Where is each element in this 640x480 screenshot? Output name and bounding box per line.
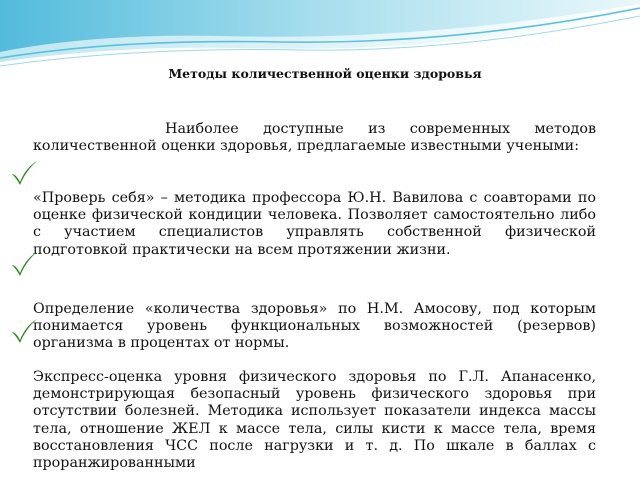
- method-apanasenko-paragraph: Экспресс-оценка уровня физического здоровья по Г.Л. Апанасенко, демонстрирующая безопасный уровень физического здоровья при отсутствии болезней. Методика использует показатели индекса массы тела, отношение ЖЕЛ к массе тела, силы кисти к массе тела, время восстановления ЧСС после нагрузки и т. д. По шкале в баллах с проранжированными: [33, 369, 596, 472]
- check-mark-icon: [10, 318, 38, 344]
- check-mark-icon: [10, 160, 38, 186]
- check-mark-icon: [10, 251, 38, 277]
- slide-title: Методы количественной оценки здоровья: [168, 66, 482, 81]
- method-amosov-paragraph: Определение «количества здоровья» по Н.М. Амосову, под которым понимается уровень функциональных возможностей (резервов) организма в процентах от нормы.: [33, 301, 596, 352]
- intro-paragraph: Наиболее доступные из современных методов количественной оценки здоровья, предлагаемые известными учеными:: [33, 121, 596, 155]
- method-vavilov-paragraph: «Проверь себя» – методика профессора Ю.Н. Вавилова с соавторами по оценке физической кондиции человека. Позволяет самостоятельно либо с участием специалистов управлять собственной физической подготовкой практически на всем протяжении жизни.: [33, 190, 596, 258]
